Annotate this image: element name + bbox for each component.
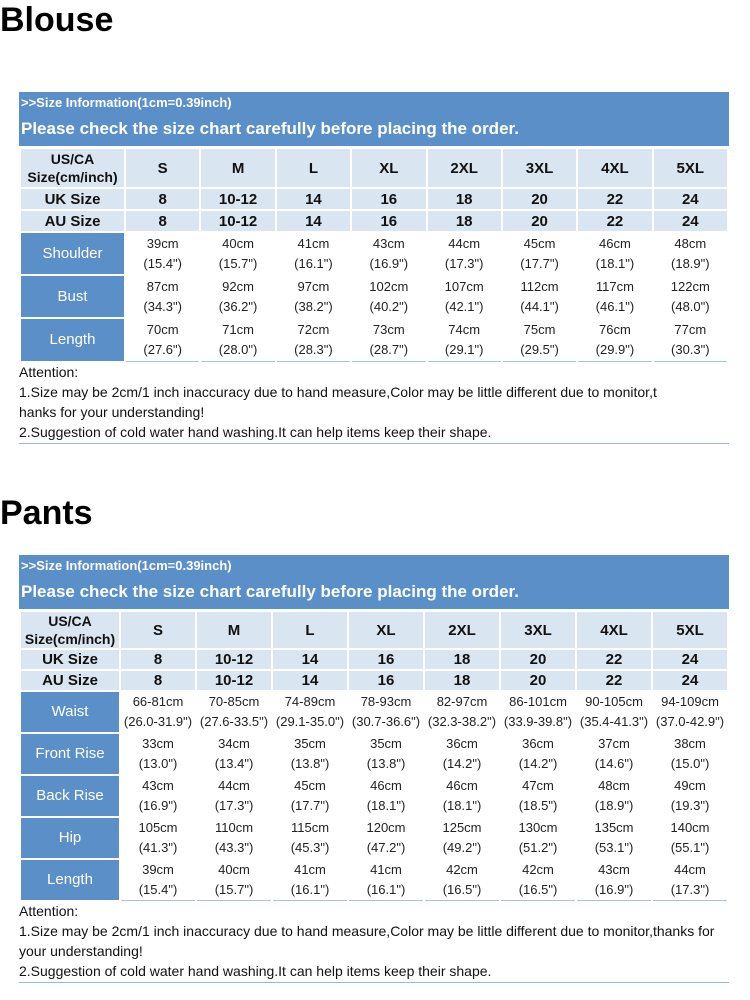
inch-value: (16.1")	[294, 255, 333, 271]
inch-value: (48.0")	[671, 298, 710, 314]
cm-value: 36cm	[446, 736, 478, 751]
cm-value: 47cm	[522, 778, 554, 793]
hip-label: Hip	[20, 817, 120, 859]
inch-value: (13.8")	[290, 756, 330, 771]
pants-size-chart	[19, 555, 729, 983]
length-row	[20, 318, 728, 361]
cm-value: 45cm	[294, 778, 326, 793]
measure-cell	[652, 733, 728, 775]
cm-value: 46cm	[370, 778, 402, 793]
au-size-cell: 22	[576, 670, 652, 691]
measure-cell	[348, 817, 424, 859]
inch-value: (16.5")	[518, 882, 558, 897]
inch-value: (44.1")	[520, 298, 559, 314]
au-size-cell: 20	[500, 670, 576, 691]
uk-size-cell: 24	[652, 649, 728, 670]
bust-label: Bust	[20, 275, 125, 318]
measure-cell	[500, 817, 576, 859]
back-rise-label: Back Rise	[20, 775, 120, 817]
size-info-line: >>Size Information(1cm=0.39inch)	[21, 95, 232, 110]
inch-value: (17.3")	[444, 255, 484, 271]
us-ca-label: US/CA	[50, 151, 95, 167]
au-size-cell: 24	[652, 670, 728, 691]
inch-value: (42.1")	[444, 298, 484, 314]
cm-value: 48cm	[598, 778, 630, 793]
measure-cell	[652, 859, 728, 901]
uk-size-cell: 10-12	[196, 649, 272, 670]
inch-value: (15.4")	[138, 882, 178, 897]
au-size-cell: 20	[502, 210, 577, 232]
uk-size-row	[20, 188, 728, 210]
cm-value: 71cm	[222, 321, 254, 337]
measure-cell	[427, 318, 502, 361]
size-header-row	[20, 611, 728, 649]
inch-value: (18.9")	[671, 255, 710, 271]
measure-cell	[427, 275, 502, 318]
measure-cell	[196, 775, 272, 817]
measure-cell	[577, 318, 652, 361]
inch-value: (28.0")	[218, 341, 258, 357]
cm-value: 82-97cm	[436, 694, 488, 709]
cm-value: 70cm	[146, 321, 179, 337]
measure-cell	[125, 318, 200, 361]
cm-value: 140cm	[670, 820, 710, 835]
inch-value: (16.9")	[138, 798, 178, 813]
inch-value: (15.7")	[214, 882, 254, 897]
cm-value: 39cm	[142, 862, 174, 877]
size-l: L	[276, 148, 351, 188]
cm-value: 77cm	[674, 321, 707, 337]
measure-cell	[351, 318, 426, 361]
inch-value: (18.1")	[366, 798, 406, 813]
measure-cell	[196, 817, 272, 859]
size-2xl: 2XL	[424, 611, 500, 649]
cm-value: 43cm	[372, 235, 405, 251]
length-row	[20, 859, 728, 901]
inch-value: (30.7-36.6")	[351, 714, 421, 729]
cm-value: 46cm	[599, 235, 631, 251]
pants-notes	[19, 901, 729, 983]
bust-row	[20, 275, 728, 318]
uk-size-cell: 20	[502, 188, 577, 210]
attention-label: Attention:	[19, 363, 79, 380]
size-3xl: 3XL	[502, 148, 577, 188]
cm-value: 76cm	[599, 321, 631, 337]
inch-value: (41.3")	[138, 840, 178, 855]
measure-cell	[576, 733, 652, 775]
inch-value: (18.9")	[594, 798, 634, 813]
inch-value: (29.5")	[520, 341, 559, 357]
measure-cell	[196, 859, 272, 901]
cm-value: 92cm	[222, 278, 254, 294]
measure-cell	[120, 817, 196, 859]
cm-value: 74-89cm	[284, 694, 336, 709]
measure-cell	[200, 232, 275, 275]
cm-value: 87cm	[146, 278, 179, 294]
measure-cell	[348, 775, 424, 817]
measure-cell	[196, 691, 272, 733]
size-m: M	[200, 148, 275, 188]
uk-size-cell: 18	[424, 649, 500, 670]
attention-label: Attention:	[19, 903, 79, 919]
inch-value: (16.5")	[442, 882, 482, 897]
measure-cell	[272, 733, 348, 775]
measure-cell	[424, 859, 500, 901]
measure-cell	[125, 232, 200, 275]
measure-cell	[652, 691, 728, 733]
note-line: your understanding!	[19, 943, 143, 959]
uk-size-cell: 22	[577, 188, 652, 210]
au-size-cell: 10-12	[200, 210, 275, 232]
cm-value: 44cm	[674, 862, 706, 877]
measure-cell	[200, 275, 275, 318]
back-rise-row	[20, 775, 728, 817]
inch-value: (18.1")	[595, 255, 635, 271]
size-5xl: 5XL	[653, 148, 728, 188]
cm-value: 117cm	[595, 278, 634, 294]
cm-value: 40cm	[218, 862, 250, 877]
inch-value: (32.3-38.2")	[427, 714, 497, 729]
au-size-cell: 8	[120, 670, 196, 691]
au-size-row	[20, 210, 728, 232]
inch-value: (43.3")	[214, 840, 254, 855]
cm-value: 43cm	[142, 778, 174, 793]
measure-cell	[653, 275, 728, 318]
hip-row	[20, 817, 728, 859]
inch-value: (17.3")	[670, 882, 710, 897]
inch-value: (13.0")	[138, 756, 178, 771]
inch-value: (28.3")	[294, 341, 333, 357]
au-size-cell: 16	[351, 210, 426, 232]
measure-cell	[652, 817, 728, 859]
measure-cell	[424, 817, 500, 859]
cm-value: 45cm	[523, 235, 556, 251]
measure-cell	[500, 859, 576, 901]
uk-size-cell: 8	[125, 188, 200, 210]
uk-size-row	[20, 649, 728, 670]
uk-size-cell: 22	[576, 649, 652, 670]
blouse-size-chart	[19, 92, 729, 444]
inch-value: (14.2")	[518, 756, 558, 771]
cm-value: 130cm	[518, 820, 558, 835]
measure-cell	[577, 232, 652, 275]
inch-value: (18.5")	[518, 798, 558, 813]
size-s: S	[120, 611, 196, 649]
measure-cell	[276, 275, 351, 318]
cm-value: 115cm	[290, 820, 330, 835]
size-s: S	[125, 148, 200, 188]
inch-value: (17.7")	[520, 255, 559, 271]
inch-value: (17.7")	[290, 798, 330, 813]
inch-value: (36.2")	[218, 298, 258, 314]
cm-value: 107cm	[444, 278, 484, 294]
cm-value: 41cm	[297, 235, 330, 251]
size-xl: XL	[351, 148, 426, 188]
uk-size-label: UK Size	[20, 188, 125, 210]
inch-value: (27.6")	[143, 341, 182, 357]
cm-value: 122cm	[670, 278, 710, 294]
cm-value: 120cm	[366, 820, 406, 835]
uk-size-cell: 8	[120, 649, 196, 670]
measure-cell	[120, 859, 196, 901]
cm-value: 66-81cm	[132, 694, 184, 709]
measure-cell	[500, 733, 576, 775]
measure-cell	[276, 232, 351, 275]
measure-cell	[652, 775, 728, 817]
measure-cell	[576, 691, 652, 733]
inch-value: (29.9")	[595, 341, 635, 357]
measure-cell	[120, 775, 196, 817]
note-line: hanks for your understanding!	[19, 403, 205, 420]
size-header-label	[20, 148, 125, 188]
measure-cell	[272, 859, 348, 901]
inch-value: (13.4")	[214, 756, 254, 771]
cm-value: 41cm	[294, 862, 326, 877]
inch-value: (37.0-42.9")	[655, 714, 725, 729]
waist-row	[20, 691, 728, 733]
au-size-cell: 18	[427, 210, 502, 232]
measure-cell	[653, 318, 728, 361]
inch-value: (53.1")	[594, 840, 634, 855]
au-size-cell: 8	[125, 210, 200, 232]
inch-value: (17.3")	[214, 798, 254, 813]
measure-cell	[502, 318, 577, 361]
inch-value: (15.7")	[218, 255, 258, 271]
inch-value: (28.7")	[369, 341, 409, 357]
size-header-label	[20, 611, 120, 649]
measure-cell	[576, 775, 652, 817]
length-label: Length	[20, 318, 125, 361]
measure-cell	[653, 232, 728, 275]
inch-value: (35.4-41.3")	[579, 714, 649, 729]
cm-value: 44cm	[218, 778, 250, 793]
pants-size-table	[19, 610, 729, 901]
measure-cell	[348, 859, 424, 901]
size-4xl: 4XL	[576, 611, 652, 649]
check-notice: Please check the size chart carefully before placing the order.	[21, 582, 519, 601]
measure-cell	[500, 775, 576, 817]
waist-label: Waist	[20, 691, 120, 733]
inch-value: (34.3")	[143, 298, 182, 314]
uk-size-cell: 10-12	[200, 188, 275, 210]
blouse-size-table	[19, 147, 729, 362]
front-rise-label: Front Rise	[20, 733, 120, 775]
note-line: 1.Size may be 2cm/1 inch inaccuracy due to hand measure,Color may be little different due to monitor,t	[19, 383, 657, 400]
note-line: 2.Suggestion of cold water hand washing.It can help items keep their shape.	[19, 423, 492, 440]
size-header-row	[20, 148, 728, 188]
measure-cell	[272, 775, 348, 817]
size-5xl: 5XL	[652, 611, 728, 649]
cm-value: 34cm	[218, 736, 250, 751]
size-3xl: 3XL	[500, 611, 576, 649]
au-size-label: AU Size	[20, 210, 125, 232]
inch-value: (30.3")	[671, 341, 710, 357]
cm-value: 37cm	[598, 736, 630, 751]
measure-cell	[272, 817, 348, 859]
inch-value: (15.0")	[670, 756, 710, 771]
size-l: L	[272, 611, 348, 649]
blouse-title: Blouse	[0, 1, 114, 39]
uk-size-cell: 24	[653, 188, 728, 210]
measure-cell	[576, 859, 652, 901]
uk-size-cell: 14	[272, 649, 348, 670]
au-size-cell: 18	[424, 670, 500, 691]
measure-cell	[576, 817, 652, 859]
measure-cell	[424, 691, 500, 733]
inch-value: (26.0-31.9")	[123, 714, 193, 729]
au-size-row	[20, 670, 728, 691]
uk-size-cell: 18	[427, 188, 502, 210]
measure-cell	[351, 275, 426, 318]
cm-value: 36cm	[522, 736, 554, 751]
inch-value: (38.2")	[294, 298, 333, 314]
au-size-cell: 16	[348, 670, 424, 691]
au-size-cell: 24	[653, 210, 728, 232]
length-label: Length	[20, 859, 120, 901]
au-size-cell: 14	[276, 210, 351, 232]
cm-value: 125cm	[442, 820, 482, 835]
check-notice: Please check the size chart carefully before placing the order.	[21, 119, 519, 138]
measure-cell	[276, 318, 351, 361]
cm-value: 39cm	[146, 235, 179, 251]
uk-size-cell: 14	[276, 188, 351, 210]
cm-value: 41cm	[370, 862, 402, 877]
cm-value: 42cm	[522, 862, 554, 877]
cm-value: 73cm	[372, 321, 405, 337]
inch-value: (16.1")	[366, 882, 406, 897]
inch-value: (14.2")	[442, 756, 482, 771]
inch-value: (47.2")	[366, 840, 406, 855]
pants-title: Pants	[0, 494, 93, 532]
measure-cell	[502, 275, 577, 318]
measure-cell	[120, 733, 196, 775]
cm-value: 110cm	[214, 820, 254, 835]
inch-value: (14.6")	[594, 756, 634, 771]
measure-cell	[500, 691, 576, 733]
au-size-label: AU Size	[20, 670, 120, 691]
cm-value: 105cm	[138, 820, 178, 835]
measure-cell	[272, 691, 348, 733]
note-line: 1.Size may be 2cm/1 inch inaccuracy due to hand measure,Color may be little different due to monitor,thanks for	[19, 923, 715, 939]
inch-value: (16.1")	[290, 882, 330, 897]
measure-cell	[424, 775, 500, 817]
cm-value: 75cm	[523, 321, 556, 337]
measure-cell	[196, 733, 272, 775]
shoulder-label: Shoulder	[20, 232, 125, 275]
cm-value: 49cm	[674, 778, 706, 793]
measure-cell	[424, 733, 500, 775]
au-size-cell: 14	[272, 670, 348, 691]
inch-value: (55.1")	[670, 840, 710, 855]
size-4xl: 4XL	[577, 148, 652, 188]
size-m: M	[196, 611, 272, 649]
inch-value: (46.1")	[595, 298, 635, 314]
inch-value: (16.9")	[594, 882, 634, 897]
uk-size-cell: 16	[351, 188, 426, 210]
cm-value: 33cm	[142, 736, 174, 751]
cm-value: 112cm	[520, 278, 559, 294]
cm-value: 72cm	[297, 321, 330, 337]
cm-value: 70-85cm	[208, 694, 260, 709]
size-unit-label: Size(cm/inch)	[27, 169, 118, 185]
measure-cell	[348, 733, 424, 775]
cm-value: 74cm	[448, 321, 481, 337]
blouse-notes	[19, 362, 729, 444]
au-size-cell: 22	[577, 210, 652, 232]
inch-value: (51.2")	[518, 840, 558, 855]
inch-value: (19.3")	[670, 798, 710, 813]
inch-value: (29.1")	[444, 341, 484, 357]
inch-value: (45.3")	[290, 840, 330, 855]
measure-cell	[125, 275, 200, 318]
size-2xl: 2XL	[427, 148, 502, 188]
cm-value: 42cm	[446, 862, 478, 877]
inch-value: (27.6-33.5")	[199, 714, 269, 729]
inch-value: (16.9")	[369, 255, 409, 271]
size-unit-label: Size(cm/inch)	[24, 631, 116, 647]
cm-value: 35cm	[294, 736, 326, 751]
uk-size-label: UK Size	[20, 649, 120, 670]
cm-value: 94-109cm	[661, 694, 719, 709]
cm-value: 40cm	[222, 235, 254, 251]
inch-value: (40.2")	[369, 298, 409, 314]
cm-value: 44cm	[448, 235, 481, 251]
inch-value: (29.1-35.0")	[275, 714, 345, 729]
measure-cell	[502, 232, 577, 275]
cm-value: 46cm	[446, 778, 478, 793]
shoulder-row	[20, 232, 728, 275]
cm-value: 86-101cm	[509, 694, 567, 709]
blouse-banner	[19, 92, 729, 147]
uk-size-cell: 20	[500, 649, 576, 670]
measure-cell	[120, 691, 196, 733]
cm-value: 135cm	[594, 820, 634, 835]
front-rise-row	[20, 733, 728, 775]
measure-cell	[348, 691, 424, 733]
note-line: 2.Suggestion of cold water hand washing.It can help items keep their shape.	[19, 963, 492, 979]
size-xl: XL	[348, 611, 424, 649]
inch-value: (49.2")	[442, 840, 482, 855]
cm-value: 38cm	[674, 736, 706, 751]
inch-value: (13.8")	[366, 756, 406, 771]
pants-banner	[19, 555, 729, 610]
inch-value: (18.1")	[442, 798, 482, 813]
measure-cell	[200, 318, 275, 361]
uk-size-cell: 16	[348, 649, 424, 670]
inch-value: (33.9-39.8")	[503, 714, 573, 729]
measure-cell	[577, 275, 652, 318]
size-info-line: >>Size Information(1cm=0.39inch)	[21, 558, 232, 573]
cm-value: 35cm	[370, 736, 402, 751]
cm-value: 90-105cm	[585, 694, 643, 709]
cm-value: 48cm	[674, 235, 707, 251]
cm-value: 97cm	[297, 278, 330, 294]
measure-cell	[427, 232, 502, 275]
au-size-cell: 10-12	[196, 670, 272, 691]
cm-value: 43cm	[598, 862, 630, 877]
us-ca-label: US/CA	[48, 613, 92, 629]
cm-value: 78-93cm	[360, 694, 412, 709]
inch-value: (15.4")	[143, 255, 182, 271]
cm-value: 102cm	[369, 278, 409, 294]
measure-cell	[351, 232, 426, 275]
